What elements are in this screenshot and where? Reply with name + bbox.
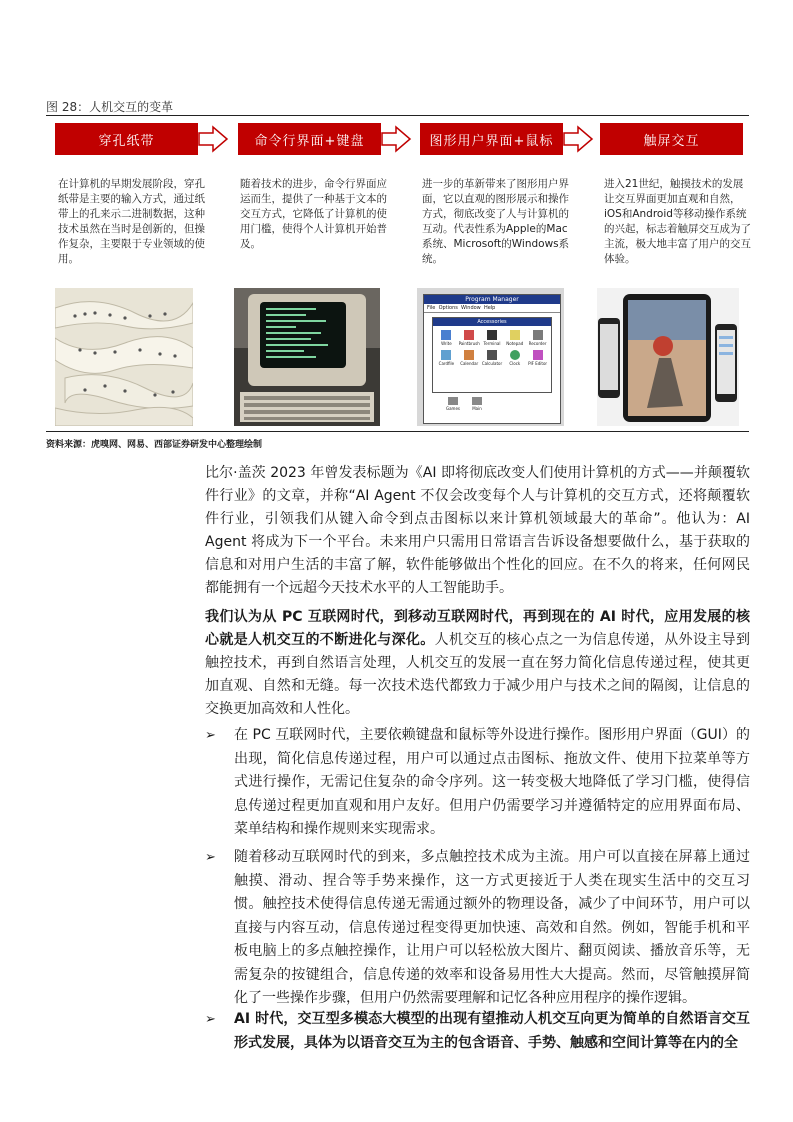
menu-options: Options	[438, 305, 458, 311]
stage-cli-keyboard: 命令行界面+键盘	[238, 123, 381, 155]
notepad-icon: Notepad	[503, 330, 526, 346]
paintbrush-icon: Paintbrush	[458, 330, 481, 346]
bullet-arrow-icon: ➢	[205, 728, 216, 743]
program-manager-window	[423, 294, 561, 424]
arrow-right-icon	[562, 125, 594, 153]
write-icon: Write	[435, 330, 458, 346]
bullet-pc-era: 在 PC 互联网时代，主要依赖键盘和鼠标等外设进行操作。图形用户界面（GUI）的出现，简化信息传递过程，用户可以通过点击图标、拖放文件、使用下拉菜单等方式进行操作，无需记住复杂的命令序列。这一转变极大地降低了学习门槛，使得信息传递过程更加直观和用户友好。但用户仍需要学习并遵循特定的应用界面布局、菜单结构和操作规则来实现需求。	[234, 727, 750, 837]
menu-window: Window	[461, 305, 481, 311]
bullet-mobile-era: 随着移动互联网时代的到来，多点触控技术成为主流。用户可以直接在屏幕上通过触摸、滑动、捏合等手势来操作，这一方式更接近于人类在现实生活中的交互习惯。触控技术使得信息传递无需通过额外的物理设备，减少了中间环节，用户可以直接与内容互动，信息传递过程变得更加快速、高效和自然。例如，智能手机和平板电脑上的多点触控操作，让用户可以轻松放大图片、翻页阅读、播放音乐等，无需复杂的按键组合，信息传递的效率和设备易用性大大提高。然而，尽管触摸屏简化了一些操作步骤，但用户仍然需要理解和记忆各种应用程序的操作逻辑。	[234, 849, 750, 1006]
window-title: Program Manager	[424, 295, 560, 304]
figure-title: 图 28：人机交互的变革	[46, 100, 174, 114]
arrow-right-icon	[197, 125, 229, 153]
menu-file: File	[427, 305, 436, 311]
paragraph-gates: 比尔·盖茨 2023 年曾发表标题为《AI 即将彻底改变人们使用计算机的方式——并颠覆软件行业》的文章，并称“AI Agent 不仅会改变每个人与计算机的交互方式，还将颠覆软件行业，引领我们从键入命令到点击图标以来计算机领域最大的革命”。他认为：AI Agent 将成为下一个平台。未来用户只需用日常语言告诉设备想要做什么，基于获取的信息和对用户生活的丰富了解，软件能够做出个性化的回应。在不久的将来，任何网民都能拥有一个远超今天技术水平的人工智能助手。	[205, 465, 750, 596]
key-view-rest: 人机交互的核心点之一为信息传递，从外设主导到触控技术，再到自然语言处理，人机交互的发展一直在努力简化信息传递过程，使其更加直观、自然和无缝。每一次技术迭代都致力于减少用户与技术之间的隔阂，让信息的交换更加高效和人性化。	[205, 632, 751, 717]
program-manager-screenshot	[417, 288, 564, 426]
paragraph-core-view	[205, 606, 750, 721]
games-icon: Games	[446, 397, 460, 411]
clock-icon: Clock	[503, 350, 526, 366]
group-title: Accessories	[433, 318, 551, 326]
menu-help: Help	[483, 305, 496, 311]
stage-desc-touch: 进入21世纪，触摸技术的发展让交互界面更加直观和自然，iOS和Android等移动操作系统的兴起，标志着触屏交互成为了主流，极大地丰富了用户的交互体验。	[604, 178, 751, 265]
calculator-icon: Calculator	[481, 350, 504, 366]
main-icon: Main	[472, 397, 482, 411]
calendar-icon: Calendar	[458, 350, 481, 366]
stage-desc-cli: 随着技术的进步，命令行界面应运而生，提供了一种基于文本的交互方式，它降低了计算机的使用门槛，使得个人计算机开始普及。	[240, 178, 387, 250]
figure-source: 资料来源：虎嗅网、网易、西部证券研发中心整理绘制	[46, 440, 263, 450]
stage-punched-tape: 穿孔纸带	[55, 123, 198, 155]
stage-desc-gui: 进一步的革新带来了图形用户界面，它以直观的图形展示和操作方式，彻底改变了人与计算机的互动。代表性系为Apple的Mac系统、Microsoft的Windows系统。	[422, 178, 570, 265]
terminal-icon: Terminal	[481, 330, 504, 346]
terminal-photo	[234, 288, 380, 426]
stage-gui-mouse: 图形用户界面+鼠标	[420, 123, 563, 155]
arrow-right-icon	[380, 125, 412, 153]
figure-top-rule	[46, 115, 749, 116]
key-view-bold: 我们认为从 PC 互联网时代，到移动互联网时代，再到现在的 AI 时代，应用发展的核心就是人机交互的不断进化与深化。	[205, 609, 750, 648]
recorder-icon: Recorder	[526, 330, 549, 346]
bullet-arrow-icon: ➢	[205, 1012, 216, 1027]
bullet-arrow-icon: ➢	[205, 850, 216, 865]
stage-desc-punched-tape: 在计算机的早期发展阶段，穿孔纸带是主要的输入方式，通过纸带上的孔来示二进制数据，这种技术虽然在当时是创新的，但操作复杂，主要限于专业领域的使用。	[58, 178, 205, 265]
figure-bottom-rule	[46, 431, 749, 432]
bullet-ai-era: AI 时代，交互型多模态大模型的出现有望推动人机交互向更为简单的自然语言交互形式发展，具体为以语音交互为主的包含语音、手势、触感和空间计算等在内的全	[234, 1011, 750, 1051]
touch-devices-photo	[597, 288, 739, 426]
cardfile-icon: Cardfile	[435, 350, 458, 366]
accessories-group	[432, 317, 552, 393]
stage-touch: 触屏交互	[600, 123, 743, 155]
pif-editor-icon: PIF Editor	[526, 350, 549, 366]
punched-tape-photo	[55, 288, 193, 426]
